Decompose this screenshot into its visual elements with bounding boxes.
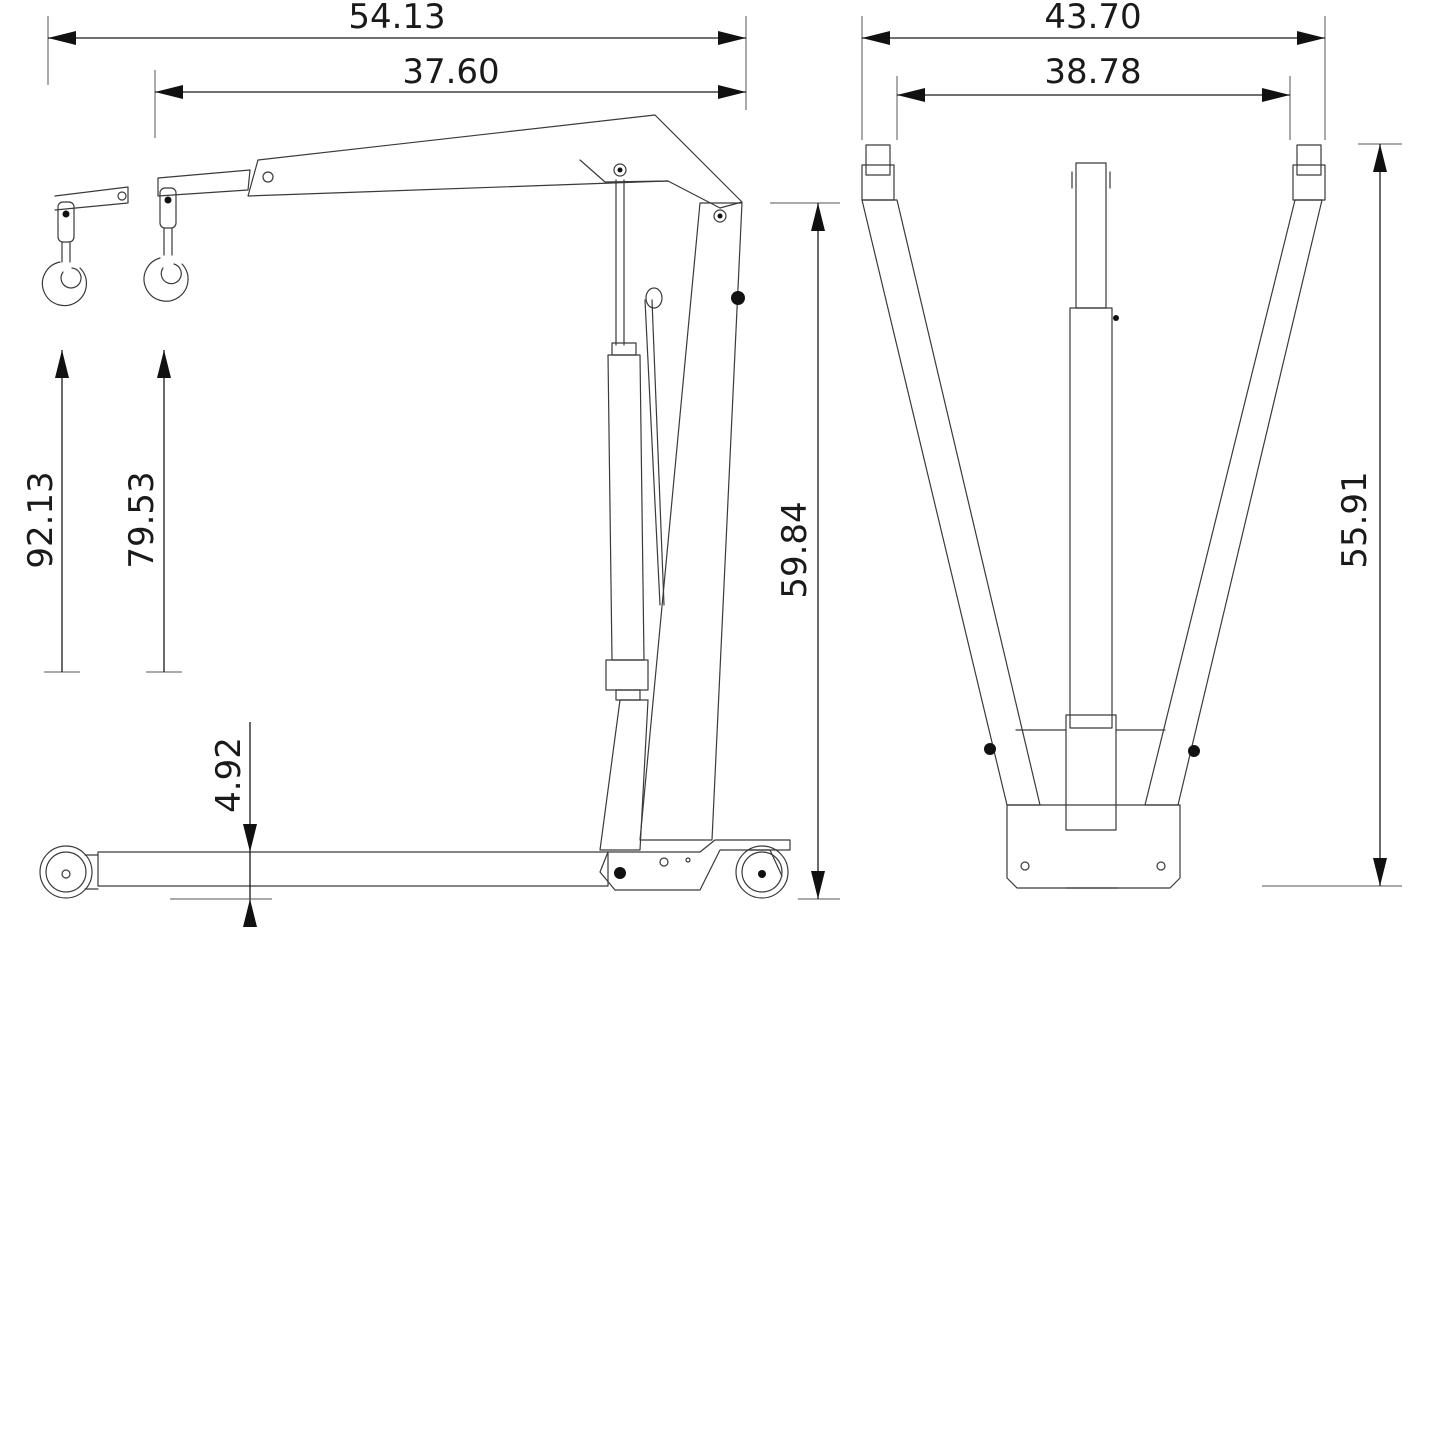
dim-mast-height: 59.84 (775, 501, 815, 599)
front-base-plate (1007, 805, 1180, 888)
front-mast (1016, 163, 1165, 830)
dim-max-hook-height: 92.13 (21, 471, 61, 569)
dim-overall-length: 54.13 (348, 0, 446, 37)
hydraulic-ram (600, 180, 664, 850)
boom (55, 115, 742, 210)
base-leg (98, 840, 790, 890)
dim-folded-height: 55.91 (1335, 471, 1375, 569)
front-wheel (40, 846, 98, 898)
hook-retracted (144, 188, 188, 301)
front-view (862, 145, 1325, 888)
dim-boom-reach: 37.60 (402, 52, 500, 92)
dim-inner-width: 38.78 (1044, 52, 1142, 92)
hook-extended (42, 202, 86, 306)
front-left-leg (862, 145, 1040, 805)
rear-caster (736, 846, 788, 898)
front-right-leg (1145, 145, 1325, 805)
dim-overall-width: 43.70 (1044, 0, 1142, 37)
dim-ground-clearance: 4.92 (209, 737, 249, 813)
dim-min-hook-height: 79.53 (122, 471, 162, 569)
